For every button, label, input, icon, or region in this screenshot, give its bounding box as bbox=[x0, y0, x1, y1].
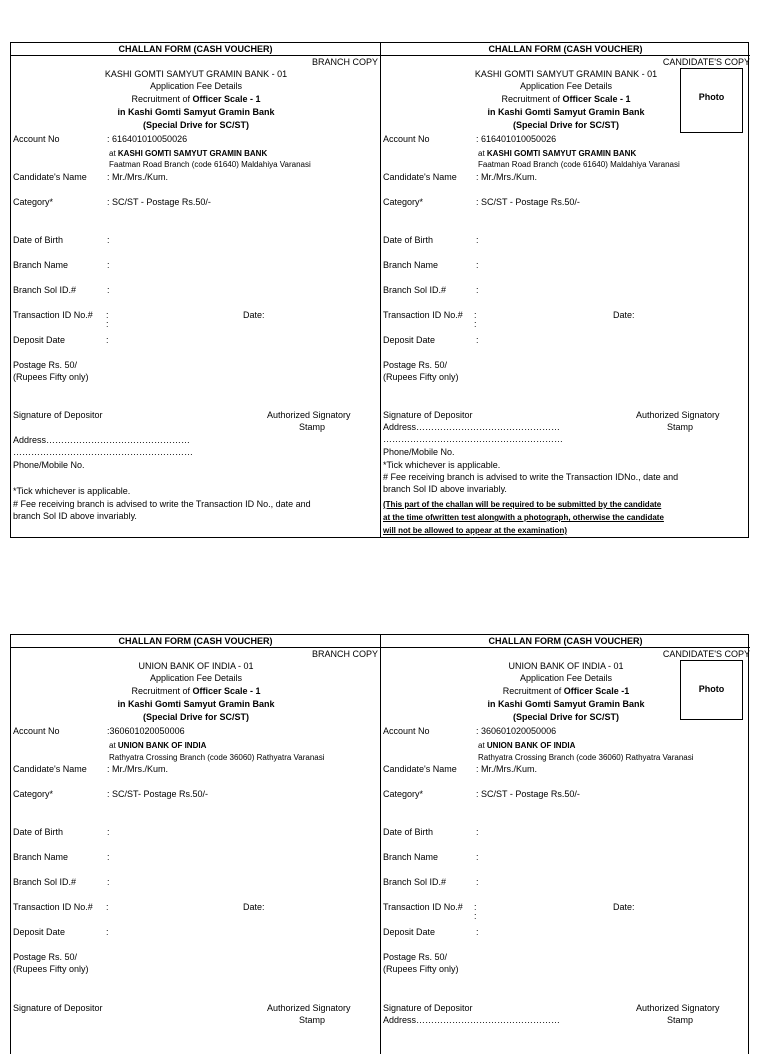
dob-colon: : bbox=[476, 827, 479, 837]
date-label: Date: bbox=[613, 902, 635, 912]
postage-line1: Postage Rs. 50/ bbox=[383, 360, 448, 370]
address-line: Address………………………………………… bbox=[383, 1015, 561, 1025]
branch-sol-colon: : bbox=[476, 877, 479, 887]
txn-colon-2: : bbox=[106, 319, 109, 329]
deposit-date-label: Deposit Date bbox=[383, 335, 436, 345]
category-value: : SC/ST- Postage Rs.50/- bbox=[107, 789, 209, 799]
candidate-name-label: Candidate's Name bbox=[383, 172, 457, 182]
deposit-colon: : bbox=[106, 335, 109, 345]
txn-label: Transaction ID No.# bbox=[13, 310, 93, 320]
fee-note-1: # Fee receiving branch is advised to write the Transaction IDNo., date and bbox=[383, 472, 679, 482]
branch-copy bbox=[11, 43, 380, 537]
category-label: Category* bbox=[383, 789, 424, 799]
date-label: Date: bbox=[613, 310, 635, 320]
authorized-signatory: Authorized Signatory bbox=[267, 410, 351, 420]
signature-depositor: Signature of Depositor bbox=[383, 1003, 473, 1013]
branch-name-label: Branch Name bbox=[383, 260, 439, 270]
branch-name-colon: : bbox=[107, 852, 110, 862]
account-label: Account No bbox=[13, 726, 60, 736]
form-title: CHALLAN FORM (CASH VOUCHER) bbox=[11, 635, 380, 648]
bank-name: UNION BANK OF INDIA - 01 bbox=[508, 661, 624, 671]
txn-colon: : bbox=[106, 310, 109, 320]
stamp-label: Stamp bbox=[299, 1015, 326, 1025]
branch-address: Rathyatra Crossing Branch (code 36060) Rathyatra Varanasi bbox=[109, 753, 325, 762]
branch-address: Faatman Road Branch (code 61640) Maldahiya Varanasi bbox=[109, 160, 311, 169]
dob-colon: : bbox=[476, 235, 479, 245]
postage-line2: (Rupees Fifty only) bbox=[13, 964, 89, 974]
tick-note: *Tick whichever is applicable. bbox=[13, 486, 131, 496]
authorized-signatory: Authorized Signatory bbox=[636, 410, 720, 420]
branch-name-label: Branch Name bbox=[13, 260, 69, 270]
app-fee-heading: Application Fee Details bbox=[519, 81, 613, 91]
app-fee-heading: Application Fee Details bbox=[149, 81, 243, 91]
candidate-name-value: : Mr./Mrs./Kum. bbox=[476, 172, 538, 182]
txn-label: Transaction ID No.# bbox=[383, 902, 463, 912]
candidate-note-1: (This part of the challan will be required to be submitted by the candidate bbox=[383, 500, 662, 509]
copy-label: BRANCH COPY bbox=[311, 57, 378, 67]
candidate-name-label: Candidate's Name bbox=[13, 172, 87, 182]
special-drive: (Special Drive for SC/ST) bbox=[142, 120, 250, 130]
category-value: : SC/ST - Postage Rs.50/- bbox=[476, 789, 580, 799]
at-bank: at KASHI GOMTI SAMYUT GRAMIN BANK bbox=[478, 149, 637, 158]
postage-line2: (Rupees Fifty only) bbox=[383, 372, 459, 382]
category-value: : SC/ST - Postage Rs.50/- bbox=[476, 197, 580, 207]
branch-name-colon: : bbox=[107, 260, 110, 270]
branch-sol-colon: : bbox=[476, 285, 479, 295]
candidate-note-3: will not be allowed to appear at the examination) bbox=[383, 526, 568, 535]
recruitment-bank: in Kashi Gomti Samyut Gramin Bank bbox=[117, 107, 275, 117]
category-label: Category* bbox=[13, 789, 54, 799]
form-title: CHALLAN FORM (CASH VOUCHER) bbox=[11, 43, 380, 56]
signature-depositor: Signature of Depositor bbox=[13, 1003, 103, 1013]
dob-colon: : bbox=[107, 235, 110, 245]
dob-label: Date of Birth bbox=[13, 235, 64, 245]
recruitment-line: Recruitment of Officer Scale - 1 bbox=[131, 94, 261, 104]
branch-name-colon: : bbox=[476, 852, 479, 862]
deposit-colon: : bbox=[476, 335, 479, 345]
candidate-name-value: : Mr./Mrs./Kum. bbox=[107, 172, 169, 182]
stamp-label: Stamp bbox=[667, 422, 694, 432]
fee-note-2: branch Sol ID above invariably. bbox=[383, 484, 507, 494]
account-label: Account No bbox=[383, 726, 430, 736]
txn-colon: : bbox=[106, 902, 109, 912]
address-line: Address………………………………………… bbox=[383, 422, 561, 432]
branch-sol-label: Branch Sol ID.# bbox=[383, 877, 447, 887]
account-number: :360601020050006 bbox=[107, 726, 185, 736]
candidate-name-label: Candidate's Name bbox=[383, 764, 457, 774]
dob-colon: : bbox=[107, 827, 110, 837]
branch-address: Rathyatra Crossing Branch (code 36060) Rathyatra Varanasi bbox=[478, 753, 694, 762]
branch-name-label: Branch Name bbox=[13, 852, 69, 862]
dob-label: Date of Birth bbox=[383, 827, 434, 837]
deposit-date-label: Deposit Date bbox=[383, 927, 436, 937]
fee-note-1: # Fee receiving branch is advised to write the Transaction ID No., date and bbox=[13, 499, 311, 509]
photo-box: Photo bbox=[680, 660, 743, 720]
dob-label: Date of Birth bbox=[13, 827, 64, 837]
deposit-date-label: Deposit Date bbox=[13, 335, 66, 345]
bank-name: UNION BANK OF INDIA - 01 bbox=[138, 661, 254, 671]
bank-name: KASHI GOMTI SAMYUT GRAMIN BANK - 01 bbox=[104, 69, 288, 79]
candidate-note-2: at the time ofwritten test alongwith a photograph, otherwise the candidate bbox=[383, 513, 664, 522]
branch-sol-colon: : bbox=[107, 285, 110, 295]
deposit-colon: : bbox=[476, 927, 479, 937]
special-drive: (Special Drive for SC/ST) bbox=[512, 120, 620, 130]
account-label: Account No bbox=[13, 134, 60, 144]
signature-depositor: Signature of Depositor bbox=[13, 410, 103, 420]
copy-label: CANDIDATE'S COPY bbox=[662, 57, 750, 67]
address-line: Address………………………………………… bbox=[13, 435, 191, 445]
candidate-copy bbox=[380, 43, 750, 537]
date-label: Date: bbox=[243, 310, 265, 320]
special-drive: (Special Drive for SC/ST) bbox=[142, 712, 250, 722]
txn-colon-2: : bbox=[474, 911, 477, 921]
category-label: Category* bbox=[13, 197, 54, 207]
phone-label: Phone/Mobile No. bbox=[13, 460, 85, 470]
dob-label: Date of Birth bbox=[383, 235, 434, 245]
recruitment-line: Recruitment of Officer Scale - 1 bbox=[131, 686, 261, 696]
authorized-signatory: Authorized Signatory bbox=[636, 1003, 720, 1013]
branch-sol-label: Branch Sol ID.# bbox=[13, 877, 77, 887]
authorized-signatory: Authorized Signatory bbox=[267, 1003, 351, 1013]
challan-form-union-bank bbox=[10, 634, 749, 1054]
branch-address: Faatman Road Branch (code 61640) Maldahiya Varanasi bbox=[478, 160, 680, 169]
copy-label: BRANCH COPY bbox=[311, 649, 378, 659]
fee-note-2: branch Sol ID above invariably. bbox=[13, 511, 137, 521]
account-label: Account No bbox=[383, 134, 430, 144]
app-fee-heading: Application Fee Details bbox=[519, 673, 613, 683]
address-dots: …………………………………………………… bbox=[13, 447, 193, 457]
date-label: Date: bbox=[243, 902, 265, 912]
deposit-colon: : bbox=[106, 927, 109, 937]
txn-label: Transaction ID No.# bbox=[13, 902, 93, 912]
txn-colon: : bbox=[474, 310, 477, 320]
branch-sol-label: Branch Sol ID.# bbox=[383, 285, 447, 295]
tick-note: *Tick whichever is applicable. bbox=[383, 460, 501, 470]
txn-colon: : bbox=[474, 902, 477, 912]
postage-line1: Postage Rs. 50/ bbox=[13, 952, 78, 962]
branch-sol-colon: : bbox=[107, 877, 110, 887]
phone-label: Phone/Mobile No. bbox=[383, 447, 455, 457]
candidate-name-value: : Mr./Mrs./Kum. bbox=[107, 764, 169, 774]
address-dots: …………………………………………………… bbox=[383, 434, 563, 444]
recruitment-bank: in Kashi Gomti Samyut Gramin Bank bbox=[487, 699, 645, 709]
recruitment-line: Recruitment of Officer Scale - 1 bbox=[501, 94, 631, 104]
recruitment-bank: in Kashi Gomti Samyut Gramin Bank bbox=[117, 699, 275, 709]
txn-colon-2: : bbox=[474, 319, 477, 329]
txn-label: Transaction ID No.# bbox=[383, 310, 463, 320]
candidate-name-label: Candidate's Name bbox=[13, 764, 87, 774]
candidate-copy bbox=[380, 635, 750, 1054]
photo-box: Photo bbox=[680, 68, 743, 133]
copy-label: CANDIDATE'S COPY bbox=[662, 649, 750, 659]
account-number: : 616401010050026 bbox=[107, 134, 188, 144]
recruitment-line: Recruitment of Officer Scale -1 bbox=[502, 686, 630, 696]
branch-copy bbox=[11, 635, 380, 1054]
postage-line1: Postage Rs. 50/ bbox=[383, 952, 448, 962]
branch-sol-label: Branch Sol ID.# bbox=[13, 285, 77, 295]
at-bank: at UNION BANK OF INDIA bbox=[478, 741, 576, 750]
postage-line1: Postage Rs. 50/ bbox=[13, 360, 78, 370]
recruitment-bank: in Kashi Gomti Samyut Gramin Bank bbox=[487, 107, 645, 117]
candidate-name-value: : Mr./Mrs./Kum. bbox=[476, 764, 538, 774]
account-number: : 616401010050026 bbox=[476, 134, 557, 144]
signature-depositor: Signature of Depositor bbox=[383, 410, 473, 420]
form-title: CHALLAN FORM (CASH VOUCHER) bbox=[381, 43, 750, 56]
branch-name-label: Branch Name bbox=[383, 852, 439, 862]
postage-line2: (Rupees Fifty only) bbox=[383, 964, 459, 974]
category-value: : SC/ST - Postage Rs.50/- bbox=[107, 197, 211, 207]
stamp-label: Stamp bbox=[299, 422, 326, 432]
category-label: Category* bbox=[383, 197, 424, 207]
branch-name-colon: : bbox=[476, 260, 479, 270]
account-number: : 360601020050006 bbox=[476, 726, 557, 736]
at-bank: at UNION BANK OF INDIA bbox=[109, 741, 207, 750]
app-fee-heading: Application Fee Details bbox=[149, 673, 243, 683]
postage-line2: (Rupees Fifty only) bbox=[13, 372, 89, 382]
special-drive: (Special Drive for SC/ST) bbox=[512, 712, 620, 722]
challan-form-kashi-gomti bbox=[10, 42, 749, 538]
at-bank: at KASHI GOMTI SAMYUT GRAMIN BANK bbox=[109, 149, 268, 158]
bank-name: KASHI GOMTI SAMYUT GRAMIN BANK - 01 bbox=[474, 69, 658, 79]
form-title: CHALLAN FORM (CASH VOUCHER) bbox=[381, 635, 750, 648]
stamp-label: Stamp bbox=[667, 1015, 694, 1025]
deposit-date-label: Deposit Date bbox=[13, 927, 66, 937]
